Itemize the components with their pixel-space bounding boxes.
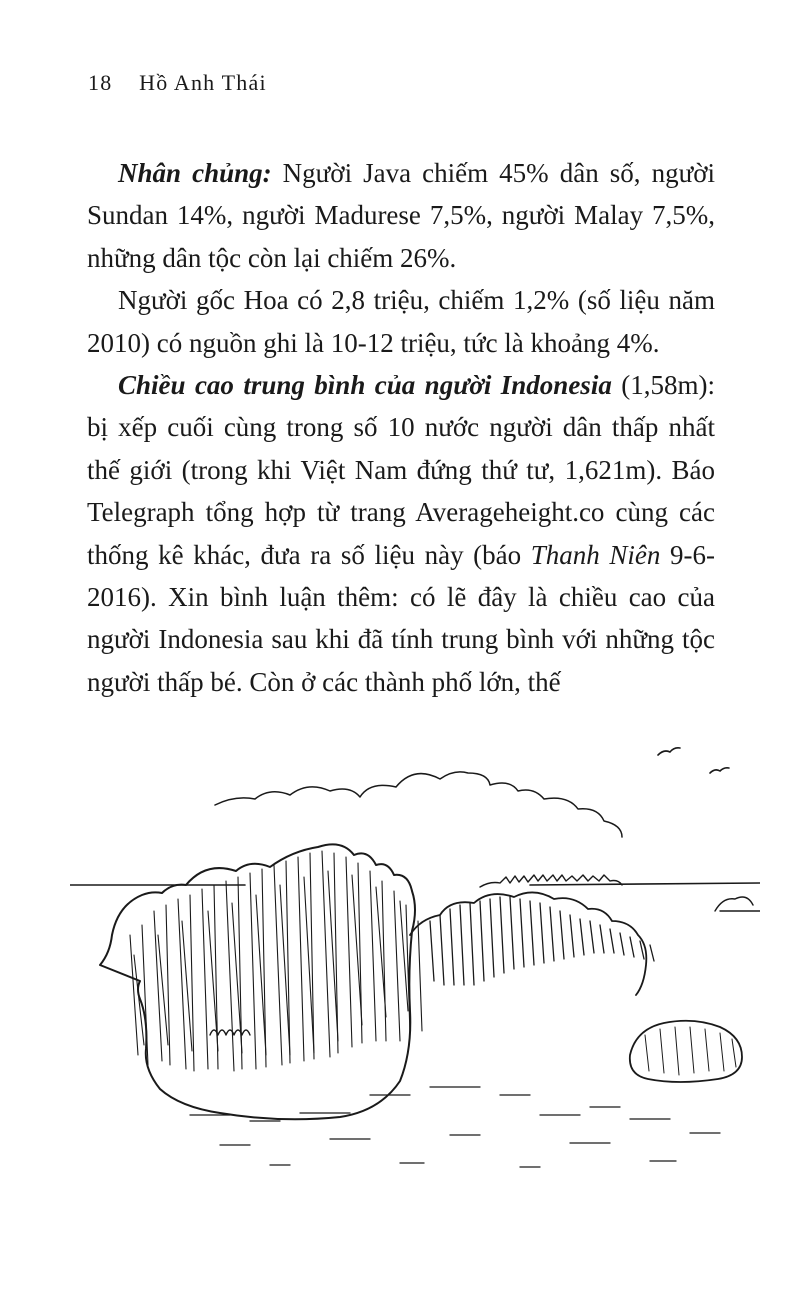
chinese-text: Người gốc Hoa có 2,8 triệu, chiếm 1,2% (số liệu năm 2010) có nguồn ghi là 10-12 triệu, tức là khoảng 4%.	[87, 285, 715, 358]
paragraph-height	[87, 364, 715, 703]
paragraph-chinese	[87, 279, 715, 364]
body-text	[87, 152, 715, 703]
foreground-rock-hatching	[645, 1027, 736, 1075]
ethnic-lead: Nhân chủng:	[118, 158, 272, 188]
paragraph-ethnic	[87, 152, 715, 279]
back-cliffs-hatching	[430, 897, 654, 985]
height-source: Thanh Niên	[530, 539, 661, 570]
coast-illustration	[70, 735, 760, 1175]
coast-sketch-image	[70, 735, 760, 1175]
running-head	[88, 70, 267, 96]
ethnic-text: Người Java chiếm 45% dân số, người Sundan 14%, người Madurese 7,5%, người Malay 7,5%, những dân tộc còn lại chiếm 26%.	[87, 158, 715, 273]
height-lead: Chiều cao trung bình của người Indonesia	[118, 370, 612, 401]
small-rock	[715, 897, 760, 911]
shrubs	[210, 1030, 250, 1035]
cloud-line	[215, 772, 622, 837]
height-text-2: 9-6-2016). Xin bình luận thêm: có lẽ đây là chiều cao của người Indonesia sau khi đã tính trung bình với những tộc người thấp bé. Còn ở các thành phố lớn, thế	[87, 539, 716, 697]
author-name: Hồ Anh Thái	[139, 70, 267, 95]
birds	[658, 748, 729, 773]
cliff-hatching	[130, 851, 422, 1071]
horizon-line	[70, 883, 760, 885]
back-cliffs	[410, 892, 646, 995]
water-lines	[190, 1087, 720, 1167]
page-number: 18	[88, 70, 113, 95]
height-text-1: (1,58m): bị xếp cuối cùng trong số 10 nước người dân thấp nhất thế giới (trong khi Việt Nam đứng thứ tư, 1,621m). Báo Telegraph tổng hợp từ trang Averageheight.co cùng các thống kê khác, đưa ra số liệu này (báo	[87, 370, 715, 570]
